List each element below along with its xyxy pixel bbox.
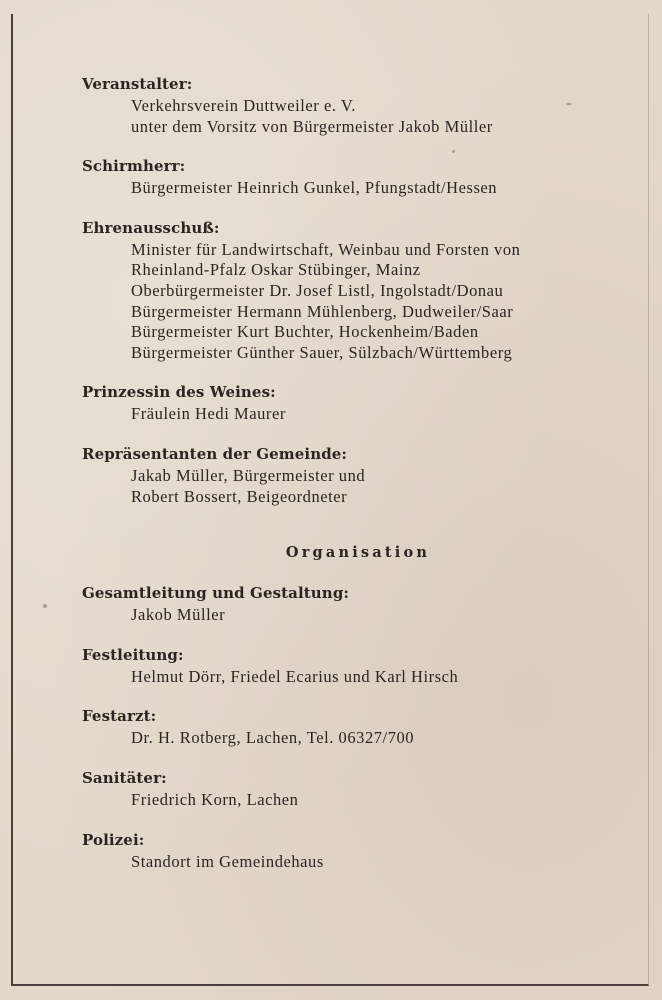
- section-gesamtleitung: [82, 583, 622, 626]
- section-line: Standort im Gemeindehaus: [131, 851, 324, 871]
- section-line: Bürgermeister Hermann Mühlenberg, Dudweiler/Saar: [131, 301, 514, 321]
- section-line: Oberbürgermeister Dr. Josef Listl, Ingolstadt/Donau: [131, 280, 504, 300]
- section-line: unter dem Vorsitz von Bürgermeister Jakob Müller: [131, 116, 493, 136]
- section-heading: Sanitäter:: [82, 768, 167, 787]
- bottom-sections: [82, 583, 622, 872]
- section-heading: Ehrenausschuß:: [82, 218, 220, 237]
- section-polizei: [82, 830, 622, 873]
- section-heading: Veranstalter:: [82, 75, 193, 93]
- section-line: Minister für Landwirtschaft, Weinbau und Forsten von: [131, 239, 521, 259]
- section-line: Bürgermeister Kurt Buchter, Hockenheim/Baden: [131, 322, 479, 342]
- organisation-title: Organisation: [285, 544, 431, 562]
- section-line: Jakab Müller, Bürgermeister und: [131, 465, 366, 485]
- section-ehrenausschuss: [82, 218, 622, 364]
- section-prinzessin: [82, 382, 622, 425]
- section-heading: Repräsentanten der Gemeinde:: [82, 444, 348, 463]
- section-line: Robert Bossert, Beigeordneter: [131, 486, 348, 506]
- section-veranstalter: [82, 74, 622, 137]
- section-line: Verkehrsverein Duttweiler e. V.: [131, 96, 356, 115]
- section-heading: Prinzessin des Weines:: [82, 383, 276, 402]
- section-line: Bürgermeister Heinrich Gunkel, Pfungstadt/Hessen: [131, 178, 498, 198]
- section-repraesentanten: [82, 444, 622, 507]
- section-line: Bürgermeister Günther Sauer, Sülzbach/Württemberg: [131, 342, 513, 362]
- section-line: Friedrich Korn, Lachen: [131, 789, 299, 809]
- top-sections: [82, 74, 622, 507]
- section-heading: Polizei:: [82, 830, 145, 849]
- section-heading: Festarzt:: [82, 707, 157, 726]
- section-line: Rheinland-Pfalz Oskar Stübinger, Mainz: [131, 260, 421, 280]
- section-line: Jakob Müller: [131, 605, 226, 625]
- section-heading: Schirmherr:: [82, 157, 186, 176]
- section-festarzt: [82, 706, 622, 749]
- section-festleitung: [82, 645, 622, 688]
- section-heading: Festleitung:: [82, 645, 184, 664]
- section-line: Dr. H. Rotberg, Lachen, Tel. 06327/700: [131, 728, 415, 748]
- section-sanitaeter: [82, 768, 622, 811]
- document-content: [82, 74, 622, 891]
- section-line: Fräulein Hedi Maurer: [131, 404, 286, 424]
- section-schirmherr: [82, 156, 622, 199]
- paper-speck: [43, 604, 47, 608]
- section-line: Helmut Dörr, Friedel Ecarius und Karl Hirsch: [131, 666, 459, 686]
- section-heading: Gesamtleitung und Gestaltung:: [82, 584, 350, 603]
